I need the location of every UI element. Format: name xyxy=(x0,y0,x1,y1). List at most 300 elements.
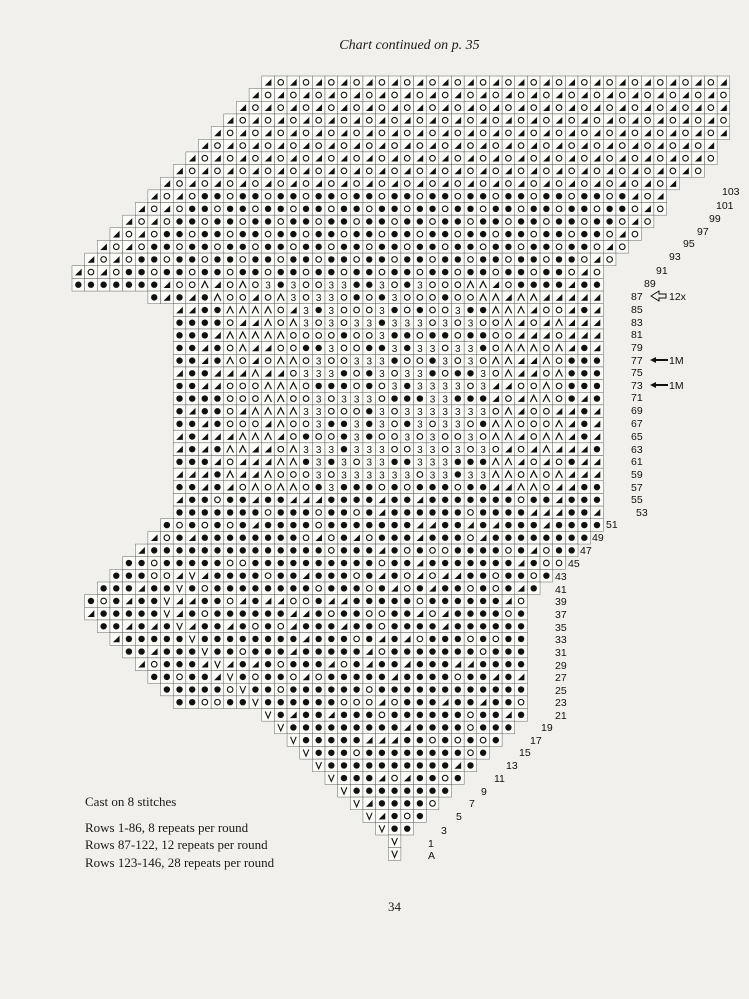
chart-cell xyxy=(464,89,477,102)
knit-filled-circle-symbol xyxy=(214,193,220,199)
chart-cell xyxy=(401,127,414,140)
chart-cell xyxy=(249,316,262,329)
chart-cell xyxy=(401,544,414,557)
chart-cell xyxy=(414,595,427,608)
chart-cell xyxy=(464,101,477,114)
chart-cell xyxy=(325,177,338,190)
knit-filled-circle-symbol xyxy=(164,522,170,528)
knit-filled-circle-symbol xyxy=(404,648,410,654)
three-stitch-symbol: 3 xyxy=(303,318,309,330)
row-number-label: 17 xyxy=(530,735,542,747)
knit-filled-circle-symbol xyxy=(429,484,435,490)
chart-cell xyxy=(452,228,465,241)
knit-filled-circle-symbol xyxy=(404,750,410,756)
row-annotation xyxy=(651,291,687,303)
knit-filled-circle-symbol xyxy=(202,332,208,338)
chart-cell xyxy=(287,139,300,152)
chart-cell xyxy=(262,139,275,152)
row-number-label: 47 xyxy=(580,545,592,557)
knit-filled-circle-symbol xyxy=(594,383,600,389)
knit-filled-circle-symbol xyxy=(227,648,233,654)
knit-filled-circle-symbol xyxy=(227,585,233,591)
chart-cell xyxy=(502,177,515,190)
three-stitch-symbol: 3 xyxy=(379,280,385,292)
chart-cell xyxy=(502,139,515,152)
knit-filled-circle-symbol xyxy=(429,636,435,642)
chart-cell xyxy=(489,582,502,595)
chart-cell xyxy=(439,139,452,152)
knit-filled-circle-symbol xyxy=(303,206,309,212)
knit-filled-circle-symbol xyxy=(252,218,258,224)
chart-cell xyxy=(338,228,351,241)
knit-filled-circle-symbol xyxy=(303,712,309,718)
chart-cell xyxy=(287,76,300,89)
knit-filled-circle-symbol xyxy=(518,572,524,578)
knit-filled-circle-symbol xyxy=(480,497,486,503)
chart-cell xyxy=(439,342,452,355)
chart-cell xyxy=(300,468,313,481)
chart-cell xyxy=(439,76,452,89)
knit-filled-circle-symbol xyxy=(366,282,372,288)
chart-cell xyxy=(287,165,300,178)
knit-filled-circle-symbol xyxy=(341,206,347,212)
knit-filled-circle-symbol xyxy=(151,256,157,262)
knit-filled-circle-symbol xyxy=(391,357,397,363)
chart-cell xyxy=(439,101,452,114)
knit-filled-circle-symbol xyxy=(328,623,334,629)
knit-filled-circle-symbol xyxy=(518,509,524,515)
knit-filled-circle-symbol xyxy=(176,383,182,389)
knit-filled-circle-symbol xyxy=(455,218,461,224)
knit-filled-circle-symbol xyxy=(214,357,220,363)
chart-cell xyxy=(426,304,439,317)
chart-cell xyxy=(464,152,477,165)
knit-filled-circle-symbol xyxy=(493,598,499,604)
knit-filled-circle-symbol xyxy=(379,244,385,250)
knit-filled-circle-symbol xyxy=(189,395,195,401)
chart-cell xyxy=(439,544,452,557)
chart-cell xyxy=(414,291,427,304)
knit-filled-circle-symbol xyxy=(113,623,119,629)
row-number-label: 19 xyxy=(541,722,553,734)
three-stitch-symbol: 3 xyxy=(480,470,486,482)
chart-cell xyxy=(211,696,224,709)
knit-filled-circle-symbol xyxy=(341,244,347,250)
knit-filled-circle-symbol xyxy=(252,269,258,275)
chart-cell xyxy=(401,304,414,317)
knit-filled-circle-symbol xyxy=(467,686,473,692)
chart-cell xyxy=(287,595,300,608)
knit-filled-circle-symbol xyxy=(164,674,170,680)
chart-cell xyxy=(274,165,287,178)
row-number-label: 83 xyxy=(631,317,643,329)
row-number-label: 101 xyxy=(716,200,734,212)
chart-cell xyxy=(414,177,427,190)
chart-cell xyxy=(439,443,452,456)
chart-cell xyxy=(338,342,351,355)
chart-cell xyxy=(527,177,540,190)
knit-filled-circle-symbol xyxy=(278,206,284,212)
chart-cell xyxy=(629,152,642,165)
knit-filled-circle-symbol xyxy=(480,686,486,692)
chart-cell xyxy=(540,114,553,127)
chart-cell xyxy=(274,76,287,89)
three-stitch-symbol: 3 xyxy=(442,356,448,368)
chart-cell xyxy=(553,101,566,114)
knit-filled-circle-symbol xyxy=(214,522,220,528)
knit-filled-circle-symbol xyxy=(176,395,182,401)
chart-cell xyxy=(679,101,692,114)
chart-cell xyxy=(616,89,629,102)
knit-filled-circle-symbol xyxy=(341,648,347,654)
chart-cell xyxy=(224,190,237,203)
chart-cell xyxy=(199,696,212,709)
knit-filled-circle-symbol xyxy=(176,218,182,224)
knit-filled-circle-symbol xyxy=(176,231,182,237)
knit-filled-circle-symbol xyxy=(126,269,132,275)
knit-filled-circle-symbol xyxy=(391,788,397,794)
chart-cell xyxy=(186,405,199,418)
chart-cell xyxy=(350,380,363,393)
chart-cell xyxy=(123,253,136,266)
chart-cell xyxy=(236,380,249,393)
knit-filled-circle-symbol xyxy=(240,231,246,237)
chart-cell xyxy=(236,392,249,405)
knit-filled-circle-symbol xyxy=(189,484,195,490)
knit-filled-circle-symbol xyxy=(404,699,410,705)
chart-cell xyxy=(376,696,389,709)
knit-filled-circle-symbol xyxy=(366,522,372,528)
knit-filled-circle-symbol xyxy=(366,623,372,629)
chart-cell xyxy=(464,139,477,152)
three-stitch-symbol: 3 xyxy=(379,419,385,431)
knit-filled-circle-symbol xyxy=(417,395,423,401)
chart-cell xyxy=(565,228,578,241)
knit-filled-circle-symbol xyxy=(353,585,359,591)
chart-cell xyxy=(249,342,262,355)
three-stitch-symbol: 3 xyxy=(404,470,411,482)
chart-cell xyxy=(591,266,604,279)
chart-cell xyxy=(274,620,287,633)
knit-filled-circle-symbol xyxy=(315,661,321,667)
row-number-label: 97 xyxy=(697,226,709,238)
chart-cell xyxy=(300,278,313,291)
knit-filled-circle-symbol xyxy=(290,686,296,692)
chart-cell xyxy=(489,329,502,342)
knit-filled-circle-symbol xyxy=(417,648,423,654)
row-number-label: 15 xyxy=(519,747,531,759)
chart-cell xyxy=(85,253,98,266)
chart-cell xyxy=(654,101,667,114)
knit-filled-circle-symbol xyxy=(568,535,574,541)
knit-filled-circle-symbol xyxy=(189,218,195,224)
knit-filled-circle-symbol xyxy=(455,699,461,705)
chart-cell xyxy=(439,152,452,165)
knit-filled-circle-symbol xyxy=(467,762,473,768)
chart-cell xyxy=(388,139,401,152)
knit-filled-circle-symbol xyxy=(505,269,511,275)
three-stitch-symbol: 3 xyxy=(480,381,486,393)
chart-cell xyxy=(502,544,515,557)
page-number: 34 xyxy=(388,899,401,914)
three-stitch-symbol: 3 xyxy=(455,305,461,317)
knit-filled-circle-symbol xyxy=(138,282,144,288)
knit-filled-circle-symbol xyxy=(252,256,258,262)
chart-cell xyxy=(186,468,199,481)
chart-cell xyxy=(388,696,401,709)
chart-cell xyxy=(325,101,338,114)
knit-filled-circle-symbol xyxy=(455,497,461,503)
chart-cell xyxy=(376,772,389,785)
knit-filled-circle-symbol xyxy=(240,535,246,541)
knit-filled-circle-symbol xyxy=(455,509,461,515)
chart-cell xyxy=(540,253,553,266)
chart-cell xyxy=(236,418,249,431)
knit-filled-circle-symbol xyxy=(442,636,448,642)
chart-cell xyxy=(540,316,553,329)
knit-filled-circle-symbol xyxy=(227,535,233,541)
chart-cell xyxy=(527,380,540,393)
chart-cell xyxy=(211,380,224,393)
knit-filled-circle-symbol xyxy=(404,459,410,465)
three-stitch-symbol: 3 xyxy=(328,444,335,456)
chart-cell xyxy=(401,203,414,216)
chart-cell xyxy=(692,139,705,152)
knit-filled-circle-symbol xyxy=(353,648,359,654)
chart-cell xyxy=(477,240,490,253)
knit-filled-circle-symbol xyxy=(594,282,600,288)
chart-cell xyxy=(249,418,262,431)
knit-filled-circle-symbol xyxy=(417,509,423,515)
knit-filled-circle-symbol xyxy=(176,332,182,338)
knit-filled-circle-symbol xyxy=(366,218,372,224)
knit-filled-circle-symbol xyxy=(391,661,397,667)
knit-filled-circle-symbol xyxy=(366,383,372,389)
knit-filled-circle-symbol xyxy=(455,459,461,465)
knit-filled-circle-symbol xyxy=(151,674,157,680)
knit-filled-circle-symbol xyxy=(176,509,182,515)
knit-filled-circle-symbol xyxy=(518,661,524,667)
knit-filled-circle-symbol xyxy=(518,636,524,642)
knit-filled-circle-symbol xyxy=(518,231,524,237)
row-number-label: 67 xyxy=(631,418,643,430)
chart-cell xyxy=(262,89,275,102)
chart-cell xyxy=(236,139,249,152)
three-stitch-symbol: 3 xyxy=(429,407,436,419)
knit-filled-circle-symbol xyxy=(379,345,385,351)
chart-cell xyxy=(527,127,540,140)
knit-filled-circle-symbol xyxy=(353,547,359,553)
chart-cell xyxy=(148,228,161,241)
knit-filled-circle-symbol xyxy=(391,395,397,401)
knit-filled-circle-symbol xyxy=(164,661,170,667)
knit-filled-circle-symbol xyxy=(391,484,397,490)
knit-filled-circle-symbol xyxy=(214,446,220,452)
chart-cell xyxy=(249,671,262,684)
knit-filled-circle-symbol xyxy=(240,636,246,642)
knit-filled-circle-symbol xyxy=(278,497,284,503)
knit-filled-circle-symbol xyxy=(315,572,321,578)
knit-filled-circle-symbol xyxy=(455,775,461,781)
chart-cell xyxy=(376,89,389,102)
chart-cell xyxy=(186,152,199,165)
chart-cell xyxy=(224,405,237,418)
chart-cell xyxy=(401,76,414,89)
knit-filled-circle-symbol xyxy=(404,231,410,237)
knit-filled-circle-symbol xyxy=(341,332,347,338)
row-number-label: 87 xyxy=(631,291,643,303)
chart-cell xyxy=(540,76,553,89)
row-number-label: 53 xyxy=(636,507,648,519)
knit-filled-circle-symbol xyxy=(505,636,511,642)
chart-cell xyxy=(249,468,262,481)
three-stitch-symbol: 3 xyxy=(455,407,461,419)
three-stitch-symbol: 3 xyxy=(303,305,309,317)
knit-filled-circle-symbol xyxy=(341,686,347,692)
knit-filled-circle-symbol xyxy=(214,395,220,401)
chart-cell xyxy=(591,139,604,152)
knit-filled-circle-symbol xyxy=(278,269,284,275)
knit-filled-circle-symbol xyxy=(429,724,435,730)
knit-filled-circle-symbol xyxy=(341,484,347,490)
chart-cell xyxy=(489,633,502,646)
chart-cell xyxy=(274,253,287,266)
knit-filled-circle-symbol xyxy=(353,775,359,781)
chart-cell xyxy=(515,177,528,190)
knit-filled-circle-symbol xyxy=(164,244,170,250)
knit-filled-circle-symbol xyxy=(480,547,486,553)
three-stitch-symbol: 3 xyxy=(391,318,398,330)
knit-filled-circle-symbol xyxy=(505,193,511,199)
knit-filled-circle-symbol xyxy=(315,231,321,237)
chart-cell xyxy=(540,367,553,380)
knit-filled-circle-symbol xyxy=(290,547,296,553)
chart-cell xyxy=(527,228,540,241)
chart-cell xyxy=(249,240,262,253)
chart-cell xyxy=(452,190,465,203)
row-number-label: 21 xyxy=(555,710,567,722)
chart-cell xyxy=(452,671,465,684)
knit-filled-circle-symbol xyxy=(581,497,587,503)
knit-filled-circle-symbol xyxy=(467,484,473,490)
chart-cell xyxy=(173,607,186,620)
chart-cell xyxy=(350,76,363,89)
knit-filled-circle-symbol xyxy=(391,623,397,629)
chart-cell xyxy=(312,114,325,127)
knit-filled-circle-symbol xyxy=(543,282,549,288)
chart-cell xyxy=(338,152,351,165)
knit-filled-circle-symbol xyxy=(379,762,385,768)
knit-filled-circle-symbol xyxy=(341,497,347,503)
knit-filled-circle-symbol xyxy=(126,648,132,654)
chart-cell xyxy=(262,114,275,127)
knit-filled-circle-symbol xyxy=(417,585,423,591)
knit-filled-circle-symbol xyxy=(278,282,284,288)
knit-filled-circle-symbol xyxy=(505,674,511,680)
knit-filled-circle-symbol xyxy=(429,598,435,604)
knit-filled-circle-symbol xyxy=(493,610,499,616)
chart-cell xyxy=(401,291,414,304)
knit-filled-circle-symbol xyxy=(113,585,119,591)
chart-cell xyxy=(540,418,553,431)
chart-cell xyxy=(641,215,654,228)
chart-cell xyxy=(464,506,477,519)
knit-filled-circle-symbol xyxy=(556,256,562,262)
knit-filled-circle-symbol xyxy=(442,674,448,680)
knit-filled-circle-symbol xyxy=(505,560,511,566)
knit-filled-circle-symbol xyxy=(315,206,321,212)
knit-filled-circle-symbol xyxy=(429,775,435,781)
knit-filled-circle-symbol xyxy=(290,231,296,237)
three-stitch-symbol: 3 xyxy=(303,444,309,456)
knit-filled-circle-symbol xyxy=(328,509,334,515)
knit-filled-circle-symbol xyxy=(240,193,246,199)
knit-filled-circle-symbol xyxy=(518,269,524,275)
chart-cell xyxy=(641,114,654,127)
knit-filled-circle-symbol xyxy=(214,560,220,566)
chart-cell xyxy=(224,228,237,241)
knit-filled-circle-symbol xyxy=(315,269,321,275)
chart-cell xyxy=(199,342,212,355)
knit-filled-circle-symbol xyxy=(164,231,170,237)
knit-filled-circle-symbol xyxy=(151,636,157,642)
chart-cell xyxy=(274,177,287,190)
row-number-label: 43 xyxy=(555,571,567,583)
chart-cell xyxy=(236,468,249,481)
knit-filled-circle-symbol xyxy=(252,509,258,515)
knit-filled-circle-symbol xyxy=(366,509,372,515)
row-annotation xyxy=(650,355,684,367)
chart-cell xyxy=(527,101,540,114)
chart-cell xyxy=(654,177,667,190)
three-stitch-symbol: 3 xyxy=(341,394,347,406)
chart-cell xyxy=(363,329,376,342)
knit-filled-circle-symbol xyxy=(278,522,284,528)
row-number-label: 85 xyxy=(631,304,643,316)
row-number-label: 71 xyxy=(631,392,643,404)
three-stitch-symbol: 3 xyxy=(429,444,436,456)
chart-cell xyxy=(376,139,389,152)
chart-cell xyxy=(173,177,186,190)
chart-cell xyxy=(363,696,376,709)
knit-filled-circle-symbol xyxy=(594,231,600,237)
knit-filled-circle-symbol xyxy=(531,522,537,528)
knit-filled-circle-symbol xyxy=(493,244,499,250)
chart-cell xyxy=(641,152,654,165)
knit-filled-circle-symbol xyxy=(353,294,359,300)
knit-filled-circle-symbol xyxy=(417,750,423,756)
knit-filled-circle-symbol xyxy=(328,383,334,389)
knit-filled-circle-symbol xyxy=(391,686,397,692)
knit-filled-circle-symbol xyxy=(315,307,321,313)
knit-filled-circle-symbol xyxy=(581,193,587,199)
knit-filled-circle-symbol xyxy=(505,623,511,629)
knit-filled-circle-symbol xyxy=(328,724,334,730)
chart-cell xyxy=(376,645,389,658)
three-stitch-symbol: 3 xyxy=(379,305,385,317)
knit-filled-circle-symbol xyxy=(303,547,309,553)
chart-cell xyxy=(287,342,300,355)
chart-cell xyxy=(312,101,325,114)
knit-filled-circle-symbol xyxy=(480,256,486,262)
chart-cell xyxy=(502,76,515,89)
chart-cell xyxy=(211,177,224,190)
chart-cell xyxy=(439,304,452,317)
knit-filled-circle-symbol xyxy=(429,332,435,338)
chart-cell xyxy=(363,89,376,102)
knit-filled-circle-symbol xyxy=(455,636,461,642)
knit-filled-circle-symbol xyxy=(189,332,195,338)
